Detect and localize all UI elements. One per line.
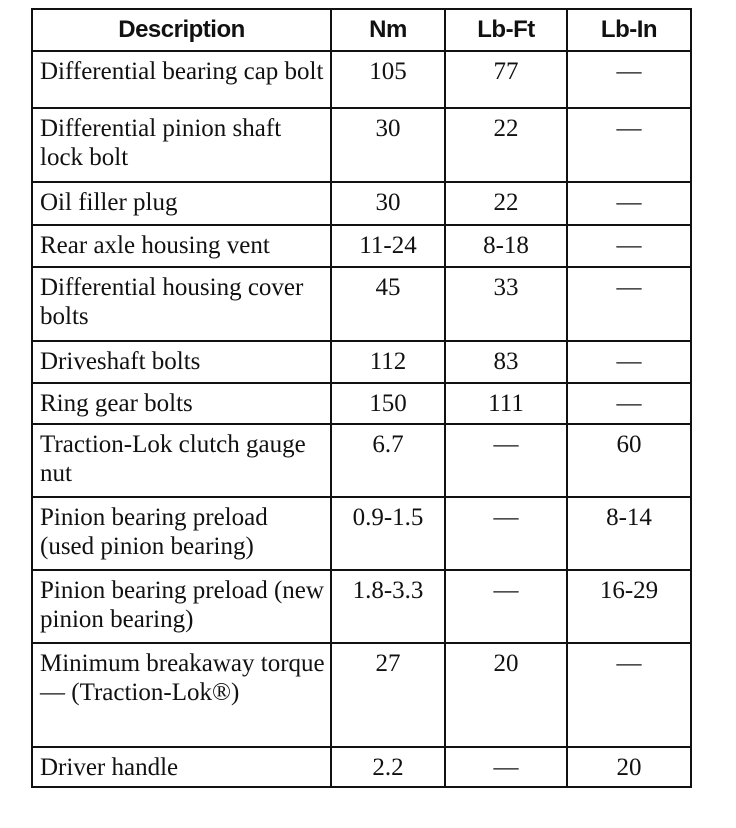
cell-lb-in: 20 <box>567 747 691 787</box>
cell-lb-ft: — <box>445 424 567 497</box>
cell-nm: 30 <box>331 108 445 182</box>
cell-lb-in: — <box>567 341 691 383</box>
table-row <box>32 108 691 182</box>
header-lb-ft: Lb-Ft <box>445 9 567 51</box>
table-row <box>32 225 691 267</box>
cell-nm: 27 <box>331 643 445 747</box>
cell-lb-in: — <box>567 108 691 182</box>
table-row <box>32 747 691 787</box>
cell-lb-in: 16-29 <box>567 570 691 643</box>
torque-spec-table <box>31 8 692 788</box>
table-row <box>32 570 691 643</box>
table-row <box>32 383 691 424</box>
cell-description: Differential bearing cap bolt <box>32 51 331 108</box>
cell-description: Differential pinion shaft lock bolt <box>32 108 331 182</box>
cell-nm: 30 <box>331 182 445 225</box>
cell-lb-in: 8-14 <box>567 497 691 570</box>
cell-lb-in: — <box>567 643 691 747</box>
table-row <box>32 424 691 497</box>
cell-lb-ft: 22 <box>445 108 567 182</box>
cell-nm: 45 <box>331 267 445 341</box>
cell-lb-in: — <box>567 182 691 225</box>
header-description: Description <box>32 9 331 51</box>
header-nm: Nm <box>331 9 445 51</box>
cell-description: Minimum breakaway torque — (Traction-Lok®) <box>32 643 331 747</box>
cell-description: Differential housing cover bolts <box>32 267 331 341</box>
cell-description: Pinion bearing preload (new pinion bearing) <box>32 570 331 643</box>
cell-lb-ft: 83 <box>445 341 567 383</box>
cell-lb-in: — <box>567 51 691 108</box>
cell-lb-ft: 8-18 <box>445 225 567 267</box>
cell-lb-in: 60 <box>567 424 691 497</box>
cell-lb-ft: 111 <box>445 383 567 424</box>
cell-lb-in: — <box>567 225 691 267</box>
cell-lb-ft: — <box>445 747 567 787</box>
cell-nm: 112 <box>331 341 445 383</box>
cell-nm: 105 <box>331 51 445 108</box>
table-row <box>32 643 691 747</box>
cell-description: Ring gear bolts <box>32 383 331 424</box>
cell-nm: 0.9-1.5 <box>331 497 445 570</box>
cell-lb-ft: — <box>445 497 567 570</box>
cell-nm: 11-24 <box>331 225 445 267</box>
cell-lb-ft: 77 <box>445 51 567 108</box>
table-row <box>32 267 691 341</box>
cell-description: Traction-Lok clutch gauge nut <box>32 424 331 497</box>
table-header-row <box>32 9 691 51</box>
cell-lb-ft: 22 <box>445 182 567 225</box>
table-row <box>32 182 691 225</box>
cell-description: Rear axle housing vent <box>32 225 331 267</box>
cell-lb-in: — <box>567 383 691 424</box>
table-row <box>32 51 691 108</box>
cell-description: Pinion bearing preload (used pinion bearing) <box>32 497 331 570</box>
table-row <box>32 341 691 383</box>
cell-description: Driveshaft bolts <box>32 341 331 383</box>
table-row <box>32 497 691 570</box>
cell-description: Driver handle <box>32 747 331 787</box>
cell-nm: 150 <box>331 383 445 424</box>
cell-description: Oil filler plug <box>32 182 331 225</box>
cell-lb-ft: 33 <box>445 267 567 341</box>
cell-nm: 6.7 <box>331 424 445 497</box>
cell-lb-in: — <box>567 267 691 341</box>
cell-nm: 2.2 <box>331 747 445 787</box>
cell-nm: 1.8-3.3 <box>331 570 445 643</box>
cell-lb-ft: — <box>445 570 567 643</box>
cell-lb-ft: 20 <box>445 643 567 747</box>
header-lb-in: Lb-In <box>567 9 691 51</box>
